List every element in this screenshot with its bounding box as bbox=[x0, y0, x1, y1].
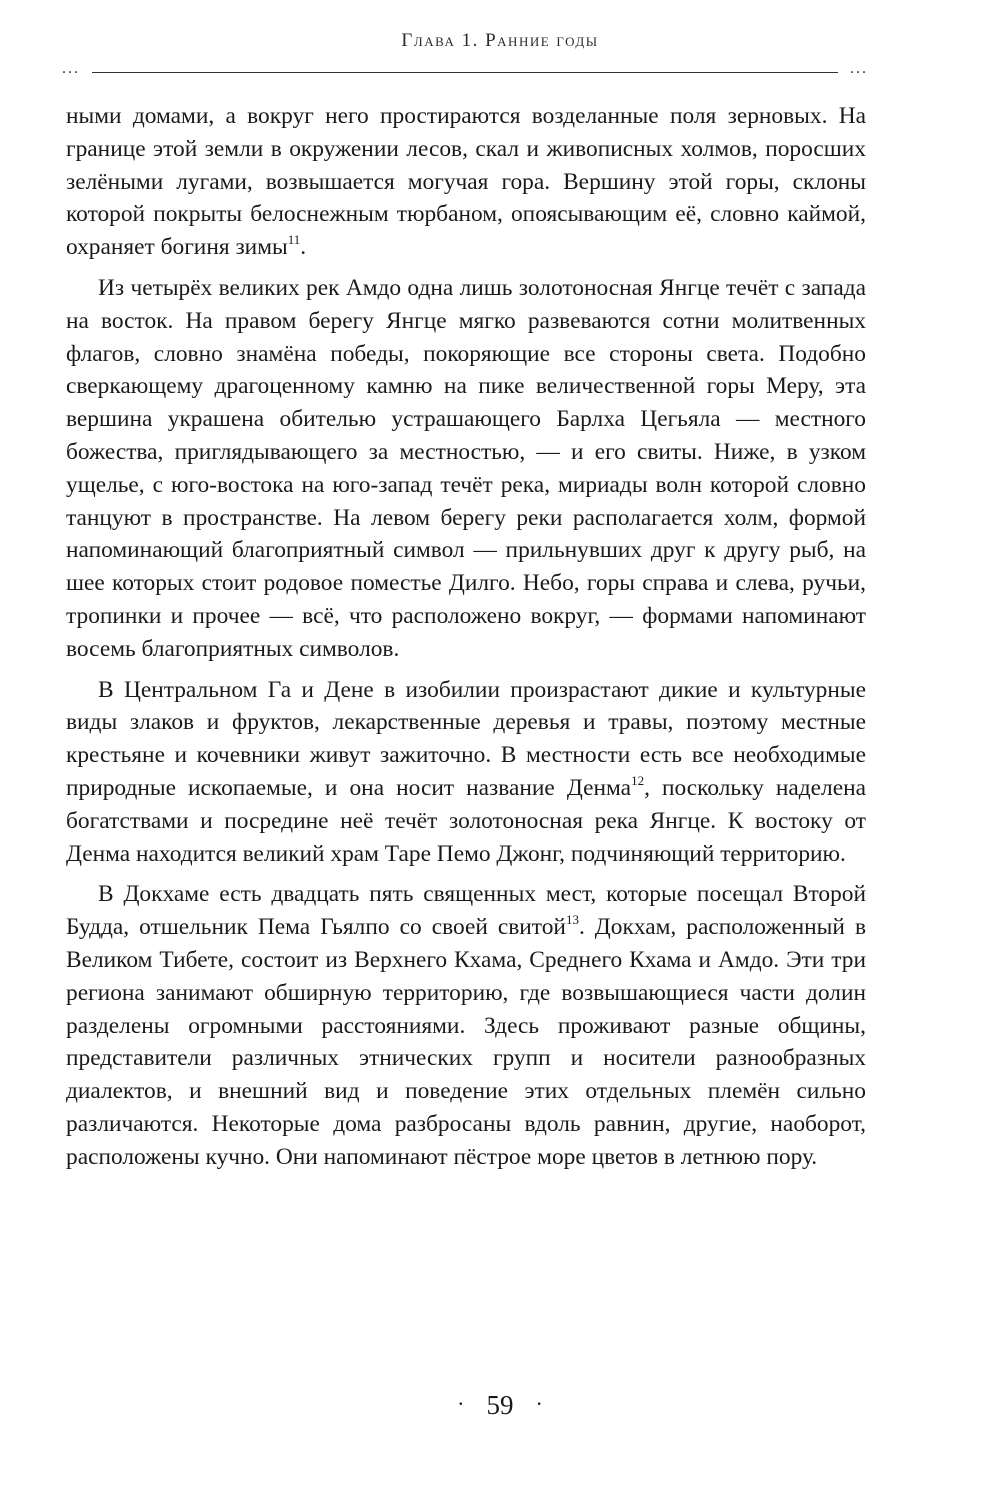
header-rule-line bbox=[92, 72, 838, 73]
footnote-ref[interactable]: 11 bbox=[287, 232, 301, 248]
paragraph-tail: . Докхам, расположенный в Великом Тибете, состоит из Верхнего Кхама, Среднего Кхама и Амдо. Эти три региона занимают обширную территорию, где возвышающиеся части долин разделены огромными расстояниями. Здесь проживают разные общины, представители различных этнических групп и носители разнообразных диалектов, и внешний вид и поведение этих отдельных племён сильно различаются. Некоторые дома разбросаны вдоль равнин, другие, наоборот, расположены кучно. Они напоминают пёстрое море цветов в летнюю пору. bbox=[66, 914, 866, 1170]
paragraph-1 bbox=[66, 100, 866, 264]
paragraph-text: Из четырёх великих рек Амдо одна лишь золотоносная Янгце течёт с запада на восток. На правом берегу Янгце мягко развеваются сотни молитвенных флагов, словно знамёна победы, покоряющие все стороны света. Подобно сверкающему драгоценному камню на пике величественной горы Меру, эта вершина украшена обителью устрашающего Барлха Цегьяла — местного божества, приглядывающего за местностью, — и его свиты. Ниже, в узком ущелье, с юго-востока на юго-запад течёт река, мириады волн которой словно танцуют в пространстве. На левом берегу реки располагается холм, формой напоминающий благоприятный символ — прильнувших друг к другу рыб, на шее которых стоит родовое поместье Дилго. Небо, горы справа и слева, ручьи, тропинки и прочее — всё, что расположено вокруг, — формами напоминают восемь благоприятных символов. bbox=[66, 274, 866, 662]
page-footer bbox=[0, 1390, 1000, 1421]
header-rule-dots-right: ... bbox=[850, 60, 868, 77]
paragraph-text: В Центральном Га и Дене в изобилии произрастают дикие и культурные виды злаков и фруктов, лекарственные деревья и травы, поэтому местные крестьяне и кочевники живут зажиточно. В местности есть все необходимые природные ископаемые, и она носит название Денма bbox=[66, 676, 866, 801]
running-header: Глава 1. Ранние годы bbox=[401, 30, 599, 51]
paragraph-text: ными домами, а вокруг него простираются возделанные поля зерновых. На границе этой земли в окружении лесов, скал и живописных холмов, поросших зелёными лугами, возвышается могучая гора. Вершину этой горы, склоны которой покрыты белоснежным тюрбаном, опоясывающим её, словно каймой, охраняет богиня зимы bbox=[66, 103, 866, 261]
paragraph-2 bbox=[66, 272, 866, 666]
header-rule-dots-left: ... bbox=[62, 60, 80, 77]
header-rule bbox=[62, 60, 868, 80]
paragraph-4 bbox=[66, 878, 866, 1173]
footnote-ref[interactable]: 13 bbox=[565, 912, 579, 928]
body-text bbox=[66, 100, 866, 1182]
footer-dot-right: · bbox=[535, 1391, 543, 1416]
footer-dot-left: · bbox=[457, 1391, 465, 1416]
paragraph-tail: . bbox=[300, 234, 307, 261]
page-number: 59 bbox=[486, 1390, 514, 1420]
paragraph-3 bbox=[66, 674, 866, 871]
paragraph-text: В Докхаме есть двадцать пять священных мест, которые посещал Второй Будда, отшельник Пема Гьялпо со своей свитой bbox=[66, 881, 866, 941]
paragraph-tail: , поскольку наделена богатствами и посредине неё течёт золотоносная река Янгце. К востоку от Денма находится великий храм Таре Пемо Джонг, подчиняющий территорию. bbox=[66, 774, 866, 867]
footnote-ref[interactable]: 12 bbox=[631, 772, 645, 788]
